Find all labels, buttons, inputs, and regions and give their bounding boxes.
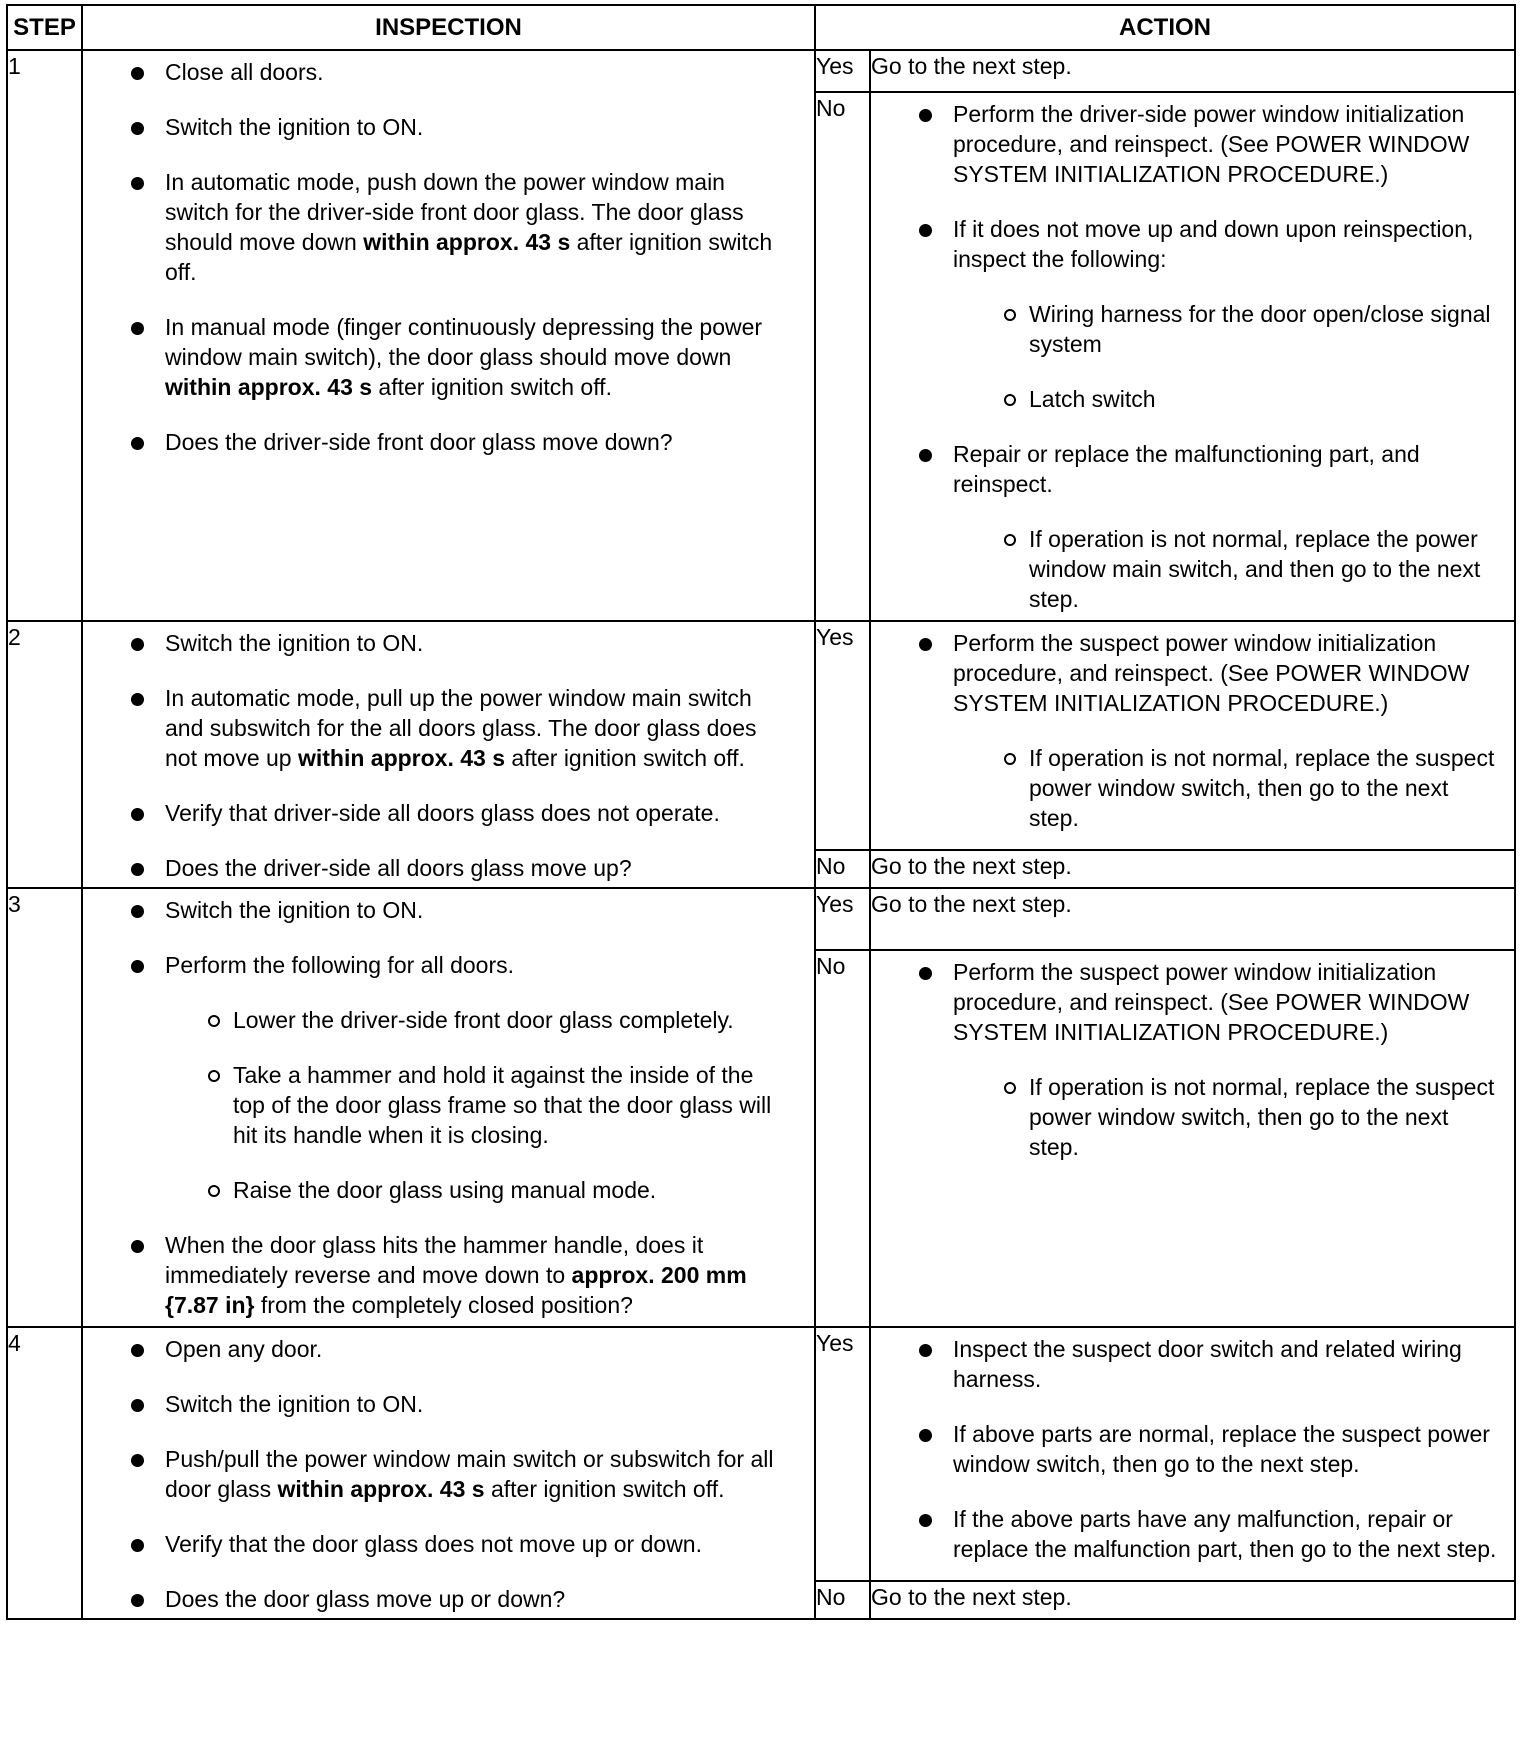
- no-label: No: [815, 1581, 870, 1619]
- inspection-item: Switch the ignition to ON.: [83, 895, 814, 925]
- action-subitem: If operation is not normal, replace the power window main switch, and then go to the next step.: [953, 524, 1500, 614]
- inspection-list: [83, 622, 814, 883]
- inspection-subitem: Raise the door glass using manual mode.: [157, 1175, 788, 1205]
- no-label: No: [815, 92, 870, 621]
- inspection-item: Push/pull the power window main switch or subswitch for all door glass within approx. 43 s after ignition switch off.: [83, 1444, 814, 1504]
- action-sublist: [953, 743, 1500, 833]
- yes-label: Yes: [815, 888, 870, 950]
- step-number: 2: [7, 621, 82, 888]
- inspection-item: Verify that the door glass does not move up or down.: [83, 1529, 814, 1559]
- yes-action: Go to the next step.: [870, 888, 1515, 950]
- procedure-table: [6, 4, 1516, 1620]
- action-list: [871, 1328, 1514, 1564]
- yes-action: Go to the next step.: [870, 50, 1515, 92]
- action-sublist: [953, 524, 1500, 614]
- action-subitem: If operation is not normal, replace the suspect power window switch, then go to the next step.: [953, 1072, 1500, 1162]
- inspection-cell: [82, 621, 815, 888]
- inspection-item: Open any door.: [83, 1334, 814, 1364]
- action-sublist: [953, 299, 1500, 414]
- no-label: No: [815, 850, 870, 888]
- action-header: ACTION: [815, 5, 1515, 50]
- inspection-item: Does the driver-side front door glass move down?: [83, 427, 814, 457]
- step-header: STEP: [7, 5, 82, 50]
- no-action: [870, 92, 1515, 621]
- inspection-item: Verify that driver-side all doors glass does not operate.: [83, 798, 814, 828]
- action-item: Inspect the suspect door switch and related wiring harness.: [871, 1334, 1514, 1394]
- step-number: 3: [7, 888, 82, 1327]
- inspection-subitem: Lower the driver-side front door glass completely.: [157, 1005, 788, 1035]
- step-number: 4: [7, 1327, 82, 1619]
- no-action: Go to the next step.: [870, 850, 1515, 888]
- inspection-list: [83, 889, 814, 1320]
- no-label: No: [815, 950, 870, 1327]
- inspection-item: Close all doors.: [83, 57, 814, 87]
- inspection-cell: [82, 50, 815, 621]
- action-list: [871, 951, 1514, 1162]
- inspection-item: Does the door glass move up or down?: [83, 1584, 814, 1614]
- action-item: Perform the suspect power window initialization procedure, and reinspect. (See POWER WINDOW SYSTEM INITIALIZATION PROCEDURE.) If operation is not normal, replace the suspect power window switch, then go to the next step.: [871, 628, 1514, 833]
- inspection-item: Switch the ignition to ON.: [83, 112, 814, 142]
- inspection-item: When the door glass hits the hammer handle, does it immediately reverse and move down to approx. 200 mm {7.87 in} from the completely closed position?: [83, 1230, 814, 1320]
- inspection-item: Perform the following for all doors. Lower the driver-side front door glass completely. Take a hammer and hold it against the inside of the top of the door glass frame so that the door glass will hit its handle when it is closing. Raise the door glass using manual mode.: [83, 950, 814, 1205]
- step-1-row-yes: [7, 50, 1515, 92]
- action-list: [871, 93, 1514, 614]
- action-list: [871, 622, 1514, 833]
- step-3-row-yes: [7, 888, 1515, 950]
- action-item: Perform the suspect power window initialization procedure, and reinspect. (See POWER WINDOW SYSTEM INITIALIZATION PROCEDURE.) If operation is not normal, replace the suspect power window switch, then go to the next step.: [871, 957, 1514, 1162]
- inspection-header: INSPECTION: [82, 5, 815, 50]
- inspection-procedure: [6, 4, 1514, 1620]
- yes-label: Yes: [815, 50, 870, 92]
- inspection-cell: [82, 1327, 815, 1619]
- yes-action: [870, 621, 1515, 850]
- inspection-item: Does the driver-side all doors glass move up?: [83, 853, 814, 883]
- action-subitem: Wiring harness for the door open/close signal system: [953, 299, 1500, 359]
- action-sublist: [953, 1072, 1500, 1162]
- inspection-item: In automatic mode, pull up the power window main switch and subswitch for the all doors glass. The door glass does not move up within approx. 43 s after ignition switch off.: [83, 683, 814, 773]
- action-item: Repair or replace the malfunctioning part, and reinspect. If operation is not normal, replace the power window main switch, and then go to the next step.: [871, 439, 1514, 614]
- yes-action: [870, 1327, 1515, 1581]
- inspection-list: [83, 1328, 814, 1614]
- inspection-sublist: [157, 1005, 788, 1205]
- inspection-subitem: Take a hammer and hold it against the inside of the top of the door glass frame so that the door glass will hit its handle when it is closing.: [157, 1060, 788, 1150]
- inspection-item: Switch the ignition to ON.: [83, 1389, 814, 1419]
- step-2-row-yes: [7, 621, 1515, 850]
- no-action: [870, 950, 1515, 1327]
- step-4-row-yes: [7, 1327, 1515, 1581]
- inspection-cell: [82, 888, 815, 1327]
- action-item: Perform the driver-side power window initialization procedure, and reinspect. (See POWER WINDOW SYSTEM INITIALIZATION PROCEDURE.): [871, 99, 1514, 189]
- step-number: 1: [7, 50, 82, 621]
- inspection-item: In automatic mode, push down the power window main switch for the driver-side front door glass. The door glass should move down within approx. 43 s after ignition switch off.: [83, 167, 814, 287]
- action-item: If above parts are normal, replace the suspect power window switch, then go to the next step.: [871, 1419, 1514, 1479]
- no-action: Go to the next step.: [870, 1581, 1515, 1619]
- action-subitem: Latch switch: [953, 384, 1500, 414]
- action-subitem: If operation is not normal, replace the suspect power window switch, then go to the next step.: [953, 743, 1500, 833]
- header-row: [7, 5, 1515, 50]
- inspection-item: Switch the ignition to ON.: [83, 628, 814, 658]
- yes-label: Yes: [815, 1327, 870, 1581]
- action-item: If it does not move up and down upon reinspection, inspect the following: Wiring harness for the door open/close signal system Latch switch: [871, 214, 1514, 414]
- yes-label: Yes: [815, 621, 870, 850]
- inspection-list: [83, 51, 814, 457]
- action-item: If the above parts have any malfunction, repair or replace the malfunction part, then go to the next step.: [871, 1504, 1514, 1564]
- inspection-item: In manual mode (finger continuously depressing the power window main switch), the door glass should move down within approx. 43 s after ignition switch off.: [83, 312, 814, 402]
